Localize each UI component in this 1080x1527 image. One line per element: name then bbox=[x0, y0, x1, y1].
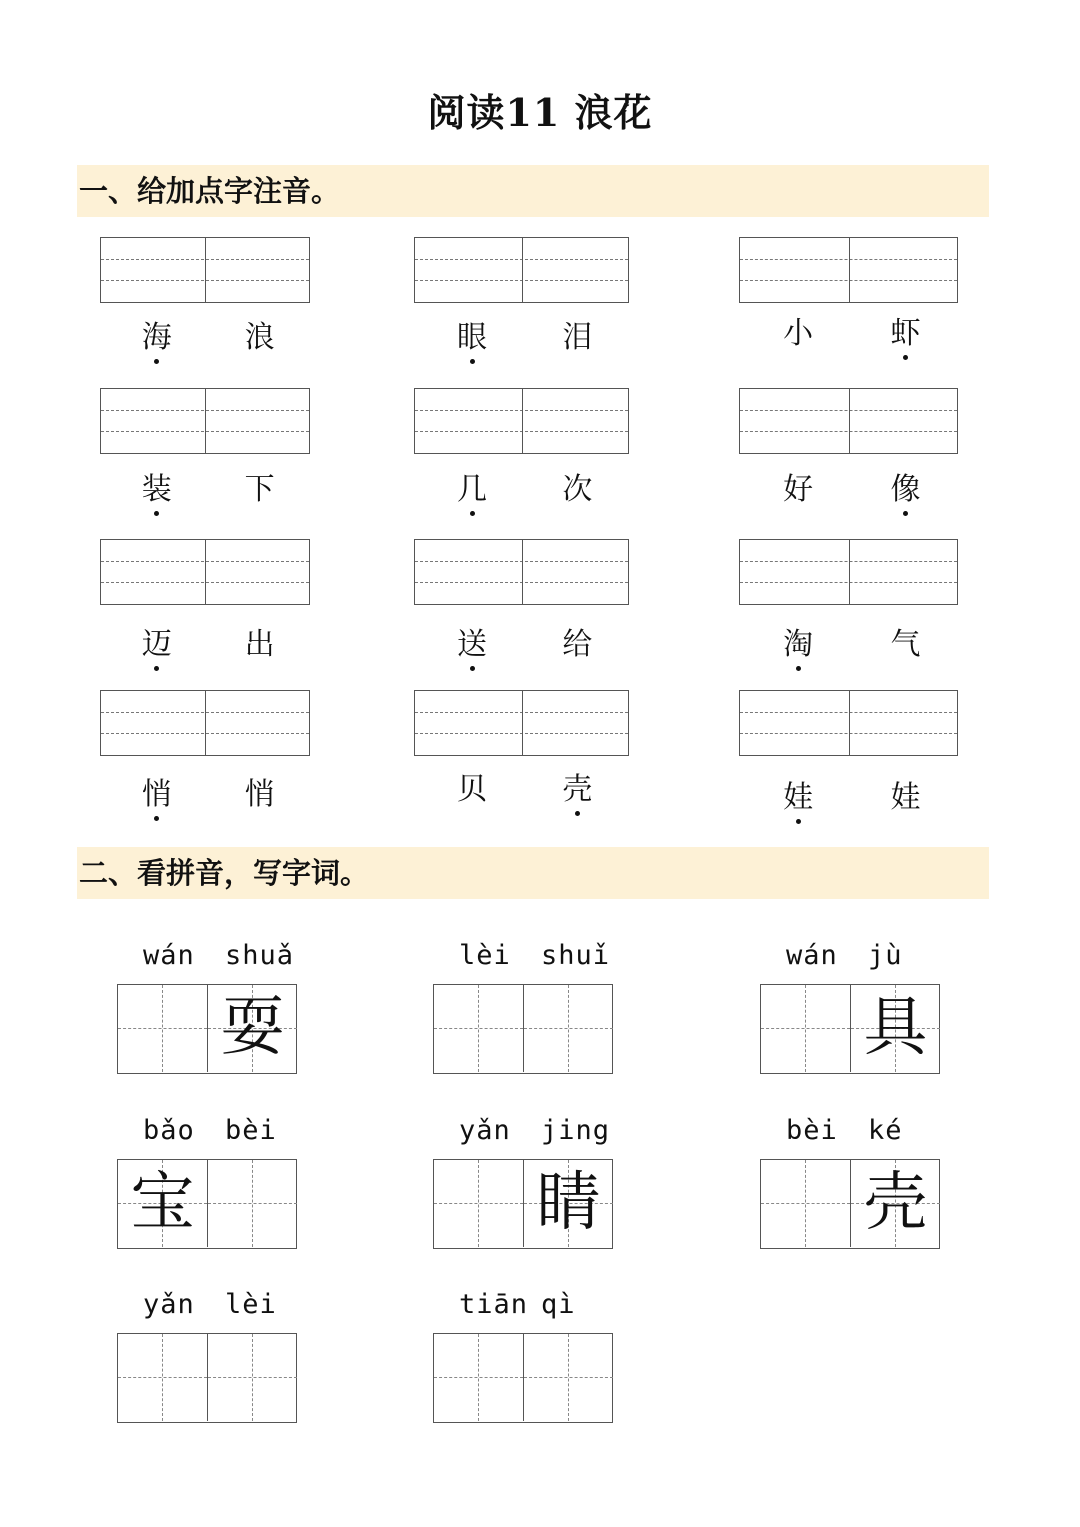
given-character bbox=[761, 985, 850, 1072]
pinyin-row bbox=[433, 1115, 613, 1149]
exercise-character: 几 bbox=[452, 470, 492, 510]
tianzige-cell[interactable] bbox=[523, 1334, 613, 1421]
emphasis-dot-icon bbox=[154, 816, 159, 821]
tianzige-grid bbox=[117, 1333, 297, 1423]
given-character bbox=[761, 1160, 850, 1247]
pinyin-answer-box[interactable] bbox=[100, 388, 310, 454]
pinyin-answer-box[interactable] bbox=[739, 539, 958, 605]
exercise-character: 装 bbox=[137, 470, 177, 510]
tianzige-grid bbox=[760, 1159, 940, 1249]
given-character: 宝 bbox=[130, 1166, 195, 1240]
tianzige-cell[interactable] bbox=[850, 985, 940, 1072]
pinyin-row bbox=[760, 1115, 940, 1149]
pinyin-answer-box[interactable] bbox=[739, 237, 958, 303]
pinyin-answer-box[interactable] bbox=[100, 690, 310, 756]
given-character bbox=[524, 1334, 613, 1421]
pinyin-row bbox=[760, 940, 940, 974]
exercise-character: 贝 bbox=[457, 772, 488, 807]
given-character bbox=[118, 1334, 207, 1421]
exercise-character: 娃 bbox=[778, 778, 818, 818]
exercise-character: 小 bbox=[783, 316, 814, 351]
tianzige-cell[interactable] bbox=[761, 985, 850, 1072]
pinyin-syllable: jù bbox=[868, 940, 903, 971]
tianzige-grid bbox=[760, 984, 940, 1074]
emphasis-dot-icon bbox=[154, 359, 159, 364]
page-title: 阅读11 浪花 bbox=[427, 90, 653, 135]
given-character bbox=[434, 1334, 523, 1421]
exercise-character: 好 bbox=[783, 472, 814, 507]
emphasis-dot-icon bbox=[470, 511, 475, 516]
pinyin-syllable: wán bbox=[786, 940, 838, 971]
tianzige-cell[interactable] bbox=[434, 985, 523, 1072]
pinyin-syllable: shuǎ bbox=[225, 940, 295, 971]
pinyin-syllable: yǎn bbox=[143, 1289, 195, 1320]
pinyin-syllable: shuǐ bbox=[541, 940, 611, 971]
given-character bbox=[208, 1160, 297, 1247]
pinyin-syllable: lèi bbox=[225, 1289, 277, 1320]
given-character bbox=[434, 985, 523, 1072]
pinyin-row bbox=[117, 940, 297, 974]
pinyin-row bbox=[117, 1115, 297, 1149]
exercise-character: 悄 bbox=[137, 775, 177, 815]
exercise-character: 虾 bbox=[885, 314, 925, 354]
pinyin-answer-box[interactable] bbox=[100, 539, 310, 605]
tianzige-grid bbox=[117, 984, 297, 1074]
emphasis-dot-icon bbox=[470, 359, 475, 364]
tianzige-grid bbox=[433, 1333, 613, 1423]
exercise-character: 迈 bbox=[137, 625, 177, 665]
tianzige-grid bbox=[117, 1159, 297, 1249]
given-character: 具 bbox=[863, 991, 928, 1065]
tianzige-cell[interactable] bbox=[523, 985, 613, 1072]
pinyin-answer-box[interactable] bbox=[414, 690, 629, 756]
exercise-character: 出 bbox=[244, 627, 275, 662]
pinyin-syllable: ké bbox=[868, 1115, 903, 1146]
pinyin-answer-box[interactable] bbox=[414, 388, 629, 454]
pinyin-syllable: bǎo bbox=[143, 1115, 195, 1146]
emphasis-dot-icon bbox=[903, 511, 908, 516]
pinyin-row bbox=[117, 1289, 297, 1323]
given-character: 耍 bbox=[220, 991, 285, 1065]
emphasis-dot-icon bbox=[154, 511, 159, 516]
tianzige-grid bbox=[433, 984, 613, 1074]
exercise-character: 淘 bbox=[778, 625, 818, 665]
given-character bbox=[208, 1334, 297, 1421]
pinyin-syllable: bèi bbox=[225, 1115, 277, 1146]
pinyin-row bbox=[433, 940, 613, 974]
exercise-character: 次 bbox=[562, 472, 593, 507]
pinyin-syllable: wán bbox=[143, 940, 195, 971]
given-character: 壳 bbox=[863, 1166, 928, 1240]
exercise-character: 娃 bbox=[890, 780, 921, 815]
exercise-character: 浪 bbox=[244, 320, 275, 355]
emphasis-dot-icon bbox=[575, 811, 580, 816]
exercise-character: 海 bbox=[137, 318, 177, 358]
tianzige-cell[interactable] bbox=[207, 1160, 297, 1247]
section-2-heading: 二、看拼音，写字词。 bbox=[77, 847, 989, 899]
pinyin-syllable: bèi bbox=[786, 1115, 838, 1146]
given-character bbox=[524, 985, 613, 1072]
tianzige-cell[interactable] bbox=[118, 1334, 207, 1421]
exercise-character: 眼 bbox=[452, 318, 492, 358]
pinyin-answer-box[interactable] bbox=[414, 237, 629, 303]
pinyin-syllable: yǎn bbox=[459, 1115, 511, 1146]
pinyin-syllable: qì bbox=[541, 1289, 576, 1320]
given-character bbox=[434, 1160, 523, 1247]
exercise-character: 下 bbox=[244, 472, 275, 507]
pinyin-syllable: jing bbox=[541, 1115, 611, 1146]
pinyin-row bbox=[433, 1289, 613, 1323]
tianzige-cell[interactable] bbox=[523, 1160, 613, 1247]
tianzige-cell[interactable] bbox=[761, 1160, 850, 1247]
exercise-character: 给 bbox=[562, 627, 593, 662]
exercise-character: 像 bbox=[885, 470, 925, 510]
emphasis-dot-icon bbox=[470, 666, 475, 671]
tianzige-cell[interactable] bbox=[207, 1334, 297, 1421]
given-character: 睛 bbox=[536, 1166, 601, 1240]
tianzige-cell[interactable] bbox=[434, 1334, 523, 1421]
exercise-character: 悄 bbox=[244, 777, 275, 812]
tianzige-cell[interactable] bbox=[118, 1160, 207, 1247]
pinyin-answer-box[interactable] bbox=[414, 539, 629, 605]
pinyin-answer-box[interactable] bbox=[739, 388, 958, 454]
pinyin-answer-box[interactable] bbox=[739, 690, 958, 756]
exercise-character: 气 bbox=[890, 627, 921, 662]
pinyin-syllable: tiān bbox=[459, 1289, 529, 1320]
pinyin-syllable: lèi bbox=[459, 940, 511, 971]
exercise-character: 送 bbox=[452, 625, 492, 665]
exercise-character: 泪 bbox=[562, 320, 593, 355]
tianzige-cell[interactable] bbox=[850, 1160, 940, 1247]
given-character bbox=[118, 985, 207, 1072]
exercise-character: 壳 bbox=[557, 770, 597, 810]
tianzige-cell[interactable] bbox=[434, 1160, 523, 1247]
tianzige-grid bbox=[433, 1159, 613, 1249]
tianzige-cell[interactable] bbox=[118, 985, 207, 1072]
tianzige-cell[interactable] bbox=[207, 985, 297, 1072]
emphasis-dot-icon bbox=[903, 355, 908, 360]
emphasis-dot-icon bbox=[796, 666, 801, 671]
emphasis-dot-icon bbox=[796, 819, 801, 824]
pinyin-answer-box[interactable] bbox=[100, 237, 310, 303]
emphasis-dot-icon bbox=[154, 666, 159, 671]
section-1-heading: 一、给加点字注音。 bbox=[77, 165, 989, 217]
